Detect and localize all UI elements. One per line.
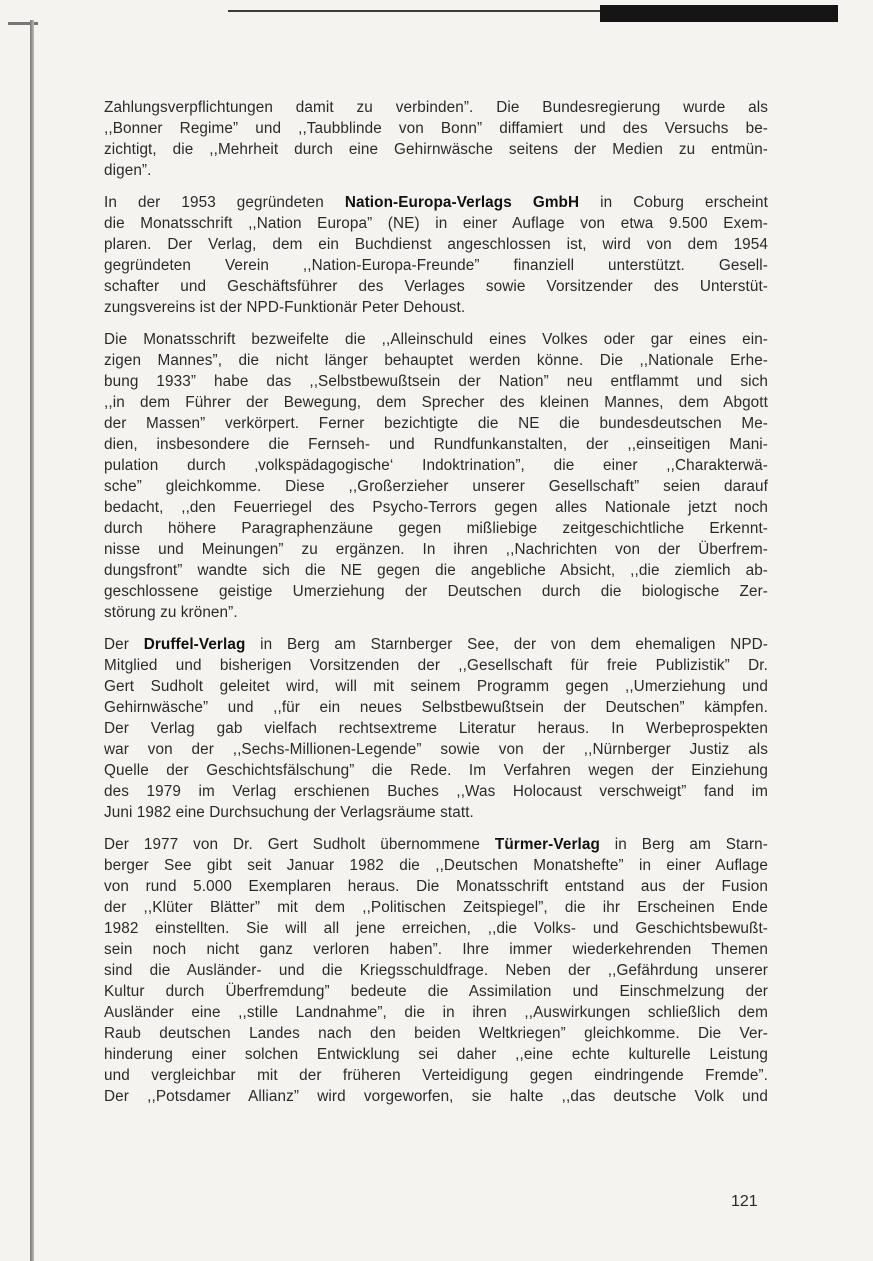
text-run: 1982 einstellten. Sie will all jene erreichen, ,,die Volks- und Geschichtsbewußt- bbox=[104, 920, 768, 937]
text-run: plaren. Der Verlag, dem ein Buchdienst angeschlossen ist, wird von dem 1954 bbox=[104, 236, 768, 253]
text-line bbox=[104, 1023, 768, 1044]
text-run: Die Monatsschrift bezweifelte die ,,Alleinschuld eines Volkes oder gar eines ein- bbox=[104, 331, 768, 348]
text-run: ,,Bonner Regime” und ,,Taubblinde von Bonn” diffamiert und des Versuchs be- bbox=[104, 120, 768, 137]
text-line bbox=[104, 602, 768, 623]
text-run: in Berg am Starnberger See, der von dem ehemaligen NPD- bbox=[245, 636, 768, 653]
paragraph bbox=[104, 834, 768, 1107]
text-line bbox=[104, 1065, 768, 1086]
text-line bbox=[104, 213, 768, 234]
text-run: störung zu krönen”. bbox=[104, 604, 238, 621]
text-line bbox=[104, 781, 768, 802]
text-run: Raub deutschen Landes nach den beiden Weltkriegen” gleichkomme. Die Ver- bbox=[104, 1025, 768, 1042]
text-line bbox=[104, 760, 768, 781]
text-line bbox=[104, 960, 768, 981]
text-run: nisse und Meinungen” zu ergänzen. In ihren ,,Nachrichten von der Überfrem- bbox=[104, 541, 768, 558]
text-line bbox=[104, 118, 768, 139]
text-line bbox=[104, 1002, 768, 1023]
text-run: der ,,Klüter Blätter” mit dem ,,Politischen Zeitspiegel”, die ihr Erscheinen Ende bbox=[104, 899, 768, 916]
text-run: Zahlungsverpflichtungen damit zu verbinden”. Die Bundesregierung wurde als bbox=[104, 99, 768, 116]
paragraph bbox=[104, 634, 768, 823]
text-line bbox=[104, 329, 768, 350]
text-line bbox=[104, 434, 768, 455]
text-run: bedacht, ,,den Feuerriegel des Psycho-Terrors gegen alles Nationale jetzt noch bbox=[104, 499, 768, 516]
text-line bbox=[104, 192, 768, 213]
text-line bbox=[104, 1044, 768, 1065]
text-run: durch höhere Paragraphenzäune gegen mißliebige zeitgeschichtliche Erkennt- bbox=[104, 520, 768, 537]
text-line bbox=[104, 497, 768, 518]
text-run: sind die Ausländer- und die Kriegsschuldfrage. Neben der ,,Gefährdung unserer bbox=[104, 962, 768, 979]
text-line bbox=[104, 97, 768, 118]
text-line bbox=[104, 539, 768, 560]
text-run: hinderung einer solchen Entwicklung sei daher ,,eine echte kulturelle Leistung bbox=[104, 1046, 768, 1063]
text-run: Quelle der Geschichtsfälschung” die Rede. Im Verfahren wegen der Einziehung bbox=[104, 762, 768, 779]
text-run: von rund 5.000 Exemplaren heraus. Die Monatsschrift entstand aus der Fusion bbox=[104, 878, 768, 895]
text-run: Ausländer eine ,,stille Landnahme”, die in ihren ,,Auswirkungen schließlich dem bbox=[104, 1004, 768, 1021]
text-line bbox=[104, 297, 768, 318]
text-run: in Coburg erscheint bbox=[579, 194, 768, 211]
text-run: und vergleichbar mit der früheren Verteidigung gegen eindringende Fremde”. bbox=[104, 1067, 768, 1084]
text-run: Mitglied und bisherigen Vorsitzenden der ,,Gesellschaft für freie Publizistik” Dr. bbox=[104, 657, 768, 674]
text-line bbox=[104, 718, 768, 739]
page-number: 121 bbox=[731, 1193, 758, 1210]
text-run: berger See gibt seit Januar 1982 die ,,Deutschen Monatshefte” in einer Auflage bbox=[104, 857, 768, 874]
text-line bbox=[104, 518, 768, 539]
text-run: Gert Sudholt geleitet wird, will mit seinem Programm gegen ,,Umerziehung und bbox=[104, 678, 768, 695]
text-line bbox=[104, 392, 768, 413]
text-line bbox=[104, 276, 768, 297]
text-line bbox=[104, 918, 768, 939]
text-run: Der bbox=[104, 636, 144, 653]
text-line bbox=[104, 981, 768, 1002]
text-line bbox=[104, 739, 768, 760]
text-run: die Monatsschrift ,,Nation Europa” (NE) in einer Auflage von etwa 9.500 Exem- bbox=[104, 215, 768, 232]
binding-edge bbox=[30, 20, 34, 1261]
text-run: Juni 1982 eine Durchsuchung der Verlagsräume statt. bbox=[104, 804, 474, 821]
text-run: sche” gleichkomme. Diese ,,Großerzieher unserer Gesellschaft” seien darauf bbox=[104, 478, 768, 495]
text-line bbox=[104, 855, 768, 876]
text-line bbox=[104, 160, 768, 181]
text-line bbox=[104, 455, 768, 476]
text-run: schafter und Geschäftsführer des Verlages sowie Vorsitzender des Unterstüt- bbox=[104, 278, 768, 295]
text-run: ,,in dem Führer der Bewegung, dem Sprecher des kleinen Mannes, dem Abgott bbox=[104, 394, 768, 411]
text-run: pulation durch ‚volkspädagogische‘ Indoktrination”, die einer ,,Charakterwä- bbox=[104, 457, 768, 474]
text-run: Der Verlag gab vielfach rechtsextreme Literatur heraus. In Werbeprospekten bbox=[104, 720, 768, 737]
text-line bbox=[104, 634, 768, 655]
text-line bbox=[104, 581, 768, 602]
text-run: geschlossene geistige Umerziehung der Deutschen durch die biologische Zer- bbox=[104, 583, 768, 600]
top-rule-bar bbox=[600, 5, 838, 22]
text-run: Der ,,Potsdamer Allianz” wird vorgeworfen, sie halte ,,das deutsche Volk und bbox=[104, 1088, 768, 1105]
text-line bbox=[104, 697, 768, 718]
text-run: Der 1977 von Dr. Gert Sudholt übernommene bbox=[104, 836, 495, 853]
paragraph bbox=[104, 192, 768, 318]
paragraph bbox=[104, 329, 768, 623]
text-line bbox=[104, 413, 768, 434]
text-line bbox=[104, 560, 768, 581]
text-line bbox=[104, 139, 768, 160]
text-line bbox=[104, 1086, 768, 1107]
text-run: war von der ,,Sechs-Millionen-Legende” sowie von der ,,Nürnberger Justiz als bbox=[104, 741, 768, 758]
text-line bbox=[104, 802, 768, 823]
text-line bbox=[104, 255, 768, 276]
text-run: bung 1933” habe das ,,Selbstbewußtsein der Nation” neu entflammt und sich bbox=[104, 373, 768, 390]
text-line bbox=[104, 897, 768, 918]
text-run: sein noch nicht ganz verloren haben”. Ihre immer wiederkehrenden Themen bbox=[104, 941, 768, 958]
text-run: In der 1953 gegründeten bbox=[104, 194, 345, 211]
text-run: digen”. bbox=[104, 162, 152, 179]
text-run: zungsvereins ist der NPD-Funktionär Peter Dehoust. bbox=[104, 299, 466, 316]
text-line bbox=[104, 876, 768, 897]
text-line bbox=[104, 834, 768, 855]
text-run: der Massen” verkörpert. Ferner bezichtigte die NE die bundesdeutschen Me- bbox=[104, 415, 768, 432]
text-line bbox=[104, 371, 768, 392]
text-run: des 1979 im Verlag erschienen Buches ,,Was Holocaust verschweigt” fand im bbox=[104, 783, 768, 800]
page-body bbox=[104, 97, 768, 1118]
text-line bbox=[104, 939, 768, 960]
publisher-name: Nation-Europa-Verlags GmbH bbox=[344, 194, 580, 211]
text-line bbox=[104, 476, 768, 497]
text-line bbox=[104, 234, 768, 255]
paragraph bbox=[104, 97, 768, 181]
text-line bbox=[104, 676, 768, 697]
text-run: in Berg am Starn- bbox=[599, 836, 768, 853]
text-run: dungsfront” wandte sich die NE gegen die angebliche Absicht, ,,die ziemlich ab- bbox=[104, 562, 768, 579]
text-line bbox=[104, 350, 768, 371]
text-run: Kultur durch Überfremdung” bedeute die Assimilation und Einschmelzung der bbox=[104, 983, 768, 1000]
publisher-name: Türmer-Verlag bbox=[494, 836, 600, 853]
text-run: zichtigt, die ,,Mehrheit durch eine Gehirnwäsche seitens der Medien zu entmün- bbox=[104, 141, 768, 158]
text-run: Gehirnwäsche” und ,,für ein neues Selbstbewußtsein der Deutschen” kämpfen. bbox=[104, 699, 768, 716]
publisher-name: Druffel-Verlag bbox=[143, 636, 246, 653]
text-run: dien, insbesondere die Fernseh- und Rundfunkanstalten, der ,,einseitigen Mani- bbox=[104, 436, 768, 453]
text-run: zigen Mannes”, die nicht länger behauptet werden könne. Die ,,Nationale Erhe- bbox=[104, 352, 768, 369]
text-run: gegründeten Verein ,,Nation-Europa-Freunde” finanziell unterstützt. Gesell- bbox=[104, 257, 768, 274]
text-line bbox=[104, 655, 768, 676]
